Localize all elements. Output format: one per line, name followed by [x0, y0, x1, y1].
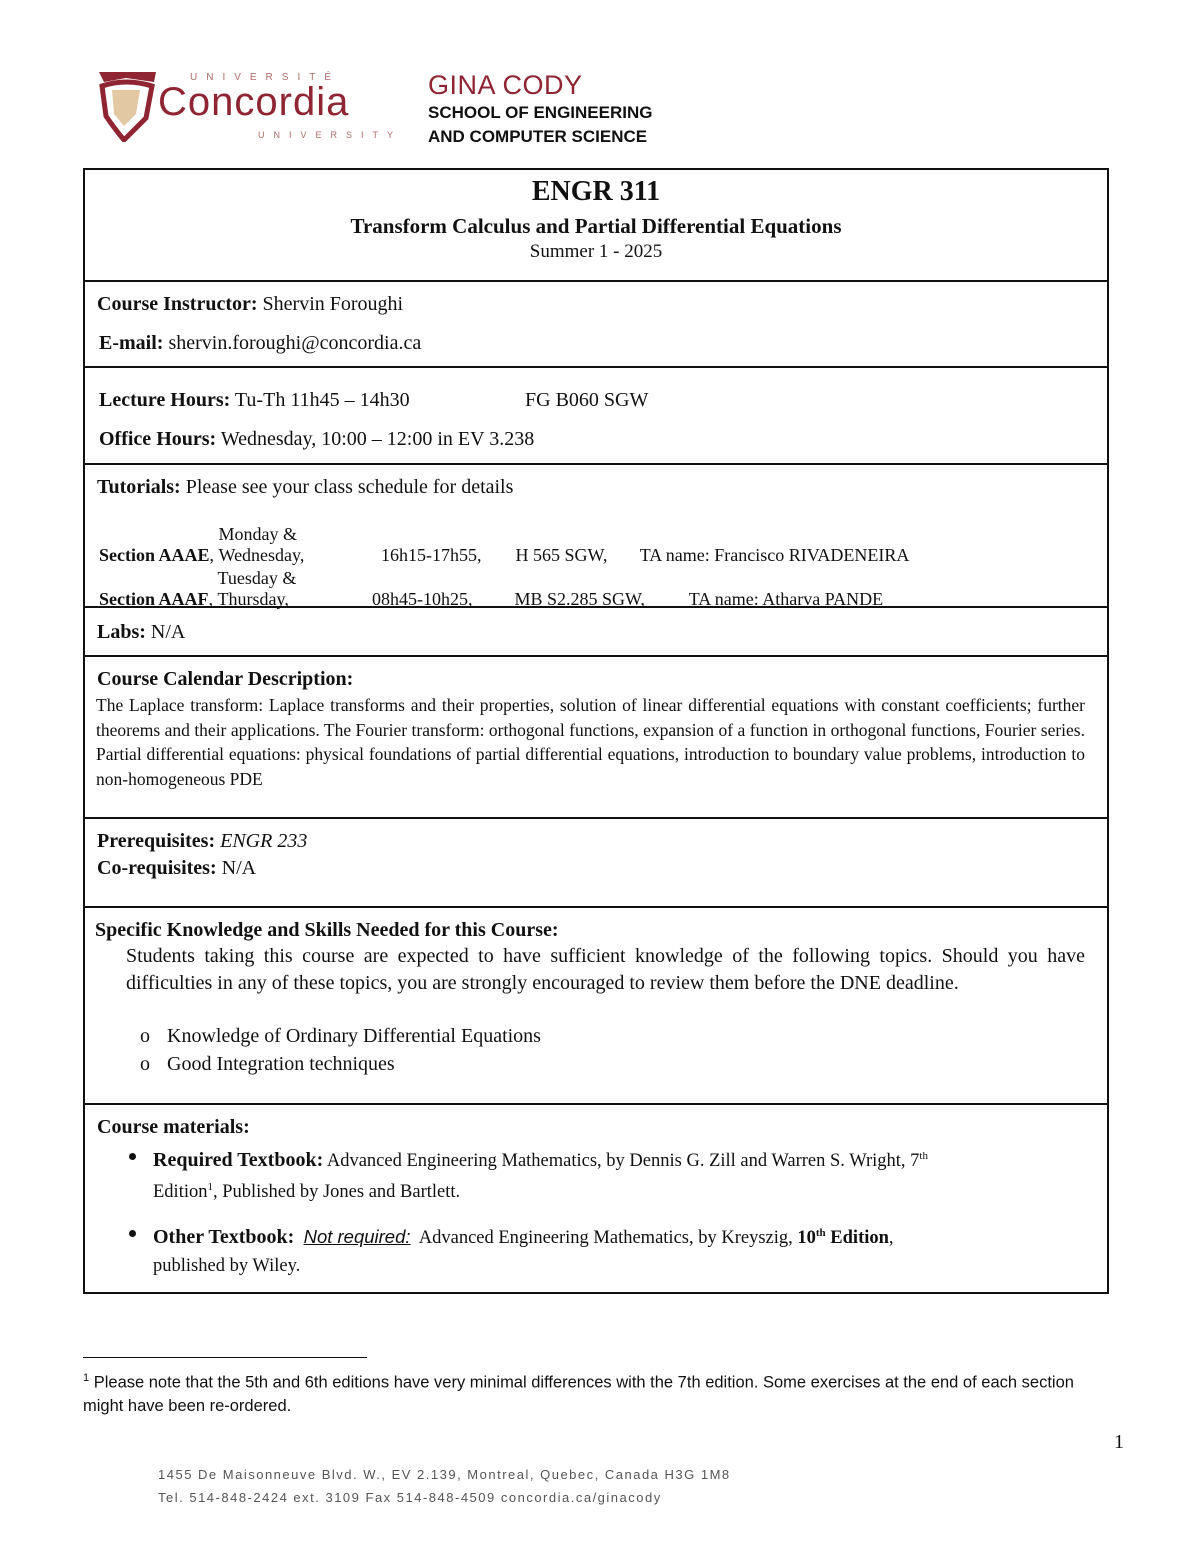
knowledge-item: Good Integration techniques [167, 1053, 395, 1075]
contact-line: Tel. 514-848-2424 ext. 3109 Fax 514-848-4509 concordia.ca/ginacody [158, 1490, 662, 1505]
tutorial-section-name: Section AAAE [99, 545, 210, 565]
materials-label: Course materials: [97, 1116, 250, 1138]
other-edition-num: 10 [797, 1228, 816, 1249]
office-hours-line [99, 427, 534, 451]
other-textbook-text: Advanced Engineering Mathematics, by Kreyszig, [418, 1228, 793, 1249]
labs-label: Labs: [97, 621, 146, 643]
school-name: GINA CODY [428, 70, 583, 100]
tutorial-section-days: Tuesday & Thursday, [217, 568, 297, 609]
office-hours-label: Office Hours: [99, 428, 217, 450]
prerequisites-value: ENGR 233 [220, 830, 308, 852]
labs-value: N/A [150, 621, 186, 643]
other-textbook-rest: published by Wiley. [153, 1256, 301, 1277]
required-textbook-label: Required Textbook: [153, 1149, 324, 1172]
tutorial-section-time: 08h45-10h25, [372, 589, 473, 609]
corequisites-label: Co-requisites: [97, 857, 217, 879]
course-title: Transform Calculus and Partial Differential Equations [350, 214, 842, 238]
footnote-ref: 1 [207, 1181, 213, 1194]
email-label: E-mail: [99, 332, 164, 354]
other-textbook-label: Other Textbook: [153, 1226, 295, 1249]
lecture-hours-label: Lecture Hours: [99, 389, 231, 411]
footnote-divider [83, 1357, 367, 1358]
materials-cell [83, 1103, 1109, 1294]
office-hours-value: Wednesday, 10:00 – 12:00 in EV 3.238 [220, 428, 535, 450]
other-edition-sup: th [815, 1227, 826, 1239]
description-text: The Laplace transform: Laplace transforms and their properties, solution of linear differential equations with constant coefficients; further theorems and their applications. The Fourier transform: orthogonal functions, expansion of a function in orthogonal functions, Fourier series. Partial differential equations: physical foundations of partial differential equations, introduction to boundary value problems, introduction to non-homogeneous PDE [96, 695, 1085, 789]
required-textbook-text: Advanced Engineering Mathematics, by Dennis G. Zill and Warren S. Wright, 7 [326, 1151, 920, 1172]
corequisites-line [97, 856, 256, 880]
footnote-marker: 1 [83, 1372, 90, 1384]
tutorial-section-ta: TA name: Francisco RIVADENEIRA [639, 545, 910, 565]
knowledge-cell [83, 906, 1109, 1103]
address-line: 1455 De Maisonneuve Blvd. W., EV 2.139, Montreal, Quebec, Canada H3G 1M8 [158, 1467, 731, 1482]
prerequisites-label: Prerequisites: [97, 830, 216, 852]
tutorial-section-ta: TA name: Atharva PANDE [688, 589, 884, 609]
tutorial-section-name: Section AAAF [99, 589, 209, 609]
corequisites-value: N/A [221, 857, 257, 879]
knowledge-label: Specific Knowledge and Skills Needed for this Course: [95, 919, 559, 941]
course-title-cell [83, 168, 1109, 280]
circle-bullet-icon: o [140, 1025, 150, 1047]
tutorials-line [97, 475, 513, 499]
footnote [83, 1367, 1113, 1418]
knowledge-intro: Students taking this course are expected to have sufficient knowledge of the following topics. Should you have difficulties in any of these topics, you are strongly encouraged to review them before the DNE deadline. [126, 945, 1085, 994]
labs-cell [83, 606, 1109, 655]
required-edition-sup: th [919, 1150, 928, 1162]
tutorial-section-room: MB S2.285 SGW, [514, 589, 645, 609]
tutorial-section-row: Section AAAF, Tuesday & Thursday, 08h45-10h25, MB S2.285 SGW, TA name: Atharva PANDE [99, 568, 884, 609]
required-edition-word: Edition [153, 1182, 208, 1203]
course-term: Summer 1 - 2025 [529, 241, 663, 262]
page-number: 1 [1114, 1431, 1124, 1453]
lecture-hours-value: Tu-Th 11h45 – 14h30 [234, 389, 410, 411]
school-line-3: AND COMPUTER SCIENCE [428, 127, 648, 146]
university-top-text: UNIVERSITÉ [190, 72, 341, 83]
instructor-line [97, 292, 403, 316]
other-edition-word: Edition [830, 1228, 889, 1249]
labs-line [97, 620, 185, 644]
requisites-cell [83, 817, 1109, 906]
course-code: ENGR 311 [531, 176, 661, 207]
email-value: shervin.foroughi@concordia.ca [168, 332, 422, 354]
knowledge-item: Knowledge of Ordinary Differential Equations [167, 1025, 541, 1047]
instructor-name: Shervin Foroughi [262, 293, 404, 315]
tutorials-label: Tutorials: [97, 476, 181, 498]
prerequisites-line [97, 829, 307, 853]
not-required-note: Not required: [303, 1226, 411, 1248]
footnote-text: Please note that the 5th and 6th editions have very minimal differences with the 7th edition. Some exercises at the end of each section might have been re-ordered. [83, 1373, 1074, 1415]
required-textbook-rest: , Published by Jones and Bartlett. [212, 1182, 461, 1203]
course-info-table [83, 168, 1109, 1294]
bullet-icon [129, 1230, 136, 1237]
description-cell [83, 655, 1109, 817]
school-line-2: SCHOOL OF ENGINEERING [428, 103, 653, 122]
lecture-room: FG B060 SGW [525, 389, 649, 411]
university-bottom-text: UNIVERSITY [258, 130, 403, 140]
hours-cell [83, 366, 1109, 463]
circle-bullet-icon: o [140, 1053, 150, 1075]
bullet-icon [129, 1153, 136, 1160]
tutorial-section-days: Monday & Wednesday, [218, 524, 305, 565]
tutorial-section-time: 16h15-17h55, [381, 545, 482, 565]
email-line [99, 331, 421, 355]
lecture-hours-line [99, 388, 410, 412]
description-label: Course Calendar Description: [97, 668, 354, 690]
tutorials-cell [83, 463, 1109, 609]
university-name: Concordia [158, 80, 350, 124]
tutorials-value: Please see your class schedule for details [185, 476, 514, 498]
instructor-cell [83, 280, 1109, 366]
other-textbook: Other Textbook: Not required: Advanced Engineering Mathematics, by Kreyszig, 10th Edition, published by Wiley. [153, 1226, 894, 1277]
tutorial-section-room: H 565 SGW, [515, 545, 608, 565]
required-textbook [153, 1143, 1085, 1205]
tutorial-section-row: Section AAAE, Monday & Wednesday, 16h15-17h55, H 565 SGW, TA name: Francisco RIVADENEIRA [99, 524, 910, 565]
instructor-label: Course Instructor: [97, 293, 258, 315]
